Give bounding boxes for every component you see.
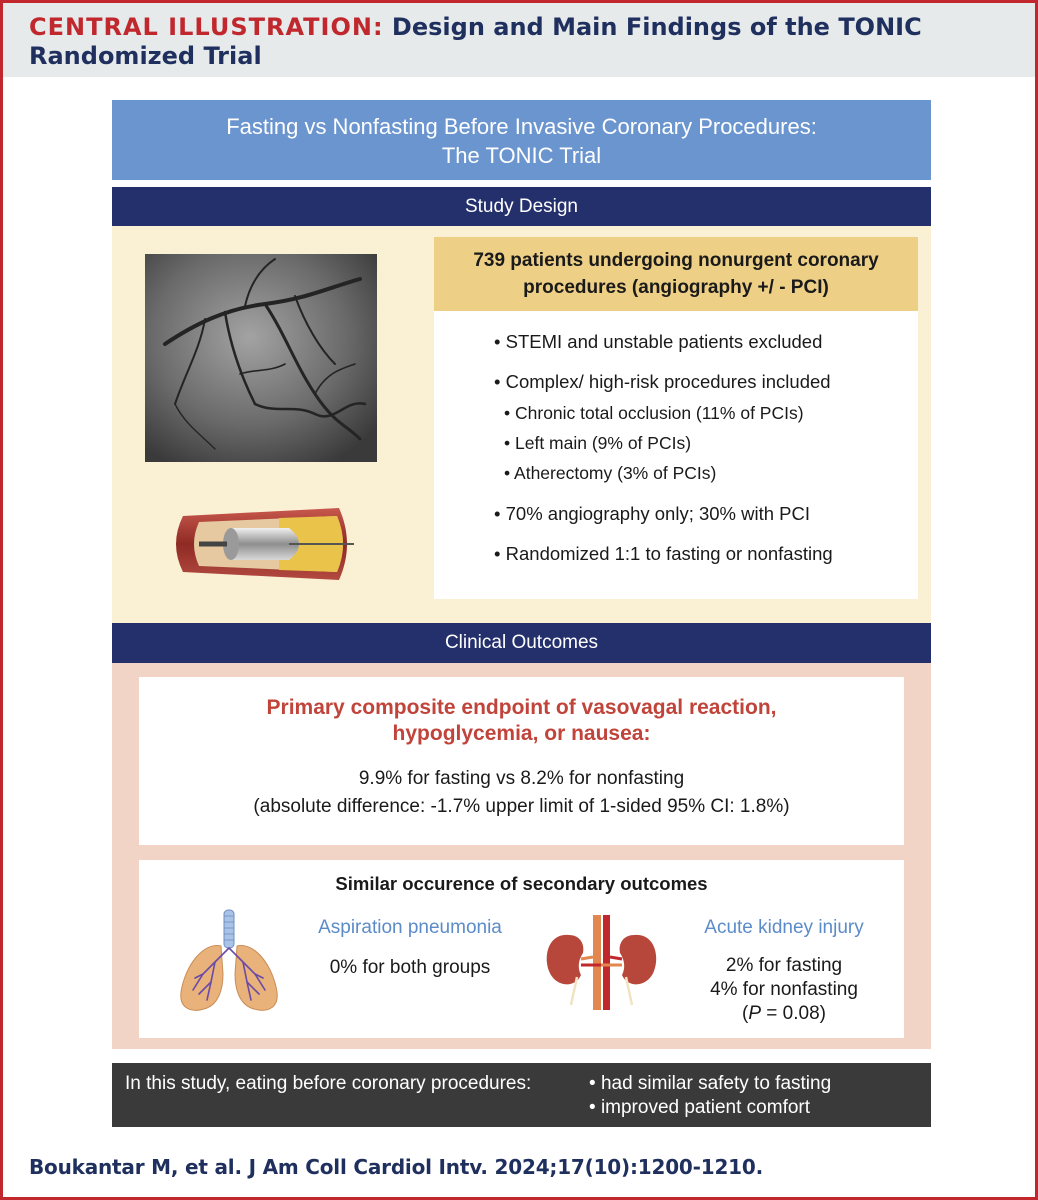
design-sub-bullet: • Atherectomy (3% of PCIs) <box>504 463 717 483</box>
clinical-outcomes-heading: Clinical Outcomes <box>112 623 931 663</box>
design-bullet-text: 70% angiography only; 30% with PCI <box>505 503 811 524</box>
citation: Boukantar M, et al. J Am Coll Cardiol Intv. 2024;17(10):1200-1210. <box>29 1155 763 1179</box>
summary-point: • had similar safety to fasting <box>589 1073 832 1094</box>
figure-label: CENTRAL ILLUSTRATION: <box>29 13 384 41</box>
design-bullet-text: STEMI and unstable patients excluded <box>505 331 823 352</box>
design-bullet: • Complex/ high-risk procedures included <box>494 371 831 392</box>
trial-title-box <box>112 100 931 180</box>
summary-point-text: had similar safety to fasting <box>600 1073 832 1094</box>
summary-lead: In this study, eating before coronary procedures: <box>125 1073 532 1094</box>
primary-endpoint-result <box>139 765 904 821</box>
acute-kidney-injury-values <box>679 954 889 1026</box>
primary-result-line2: (absolute difference: -1.7% upper limit of 1-sided 95% CI: 1.8%) <box>253 796 790 817</box>
design-bullet: • STEMI and unstable patients excluded <box>494 331 823 352</box>
population-box <box>434 237 918 311</box>
population-line2: procedures (angiography +/ - PCI) <box>523 277 829 298</box>
population-line1: 739 patients undergoing nonurgent coronary <box>473 250 879 271</box>
primary-result-line1: 9.9% for fasting vs 8.2% for nonfasting <box>358 768 685 789</box>
figure-title-line2: Randomized Trial <box>29 42 262 70</box>
summary-point: • improved patient comfort <box>589 1097 811 1118</box>
design-sub-bullet: • Left main (9% of PCIs) <box>504 433 692 453</box>
primary-heading-line2: hypoglycemia, or nausea: <box>392 722 651 745</box>
secondary-outcomes-box <box>139 860 904 1038</box>
design-bullet-text: Randomized 1:1 to fasting or nonfasting <box>505 543 833 564</box>
aspiration-pneumonia-value: 0% for both groups <box>329 957 491 978</box>
design-bullet: • Randomized 1:1 to fasting or nonfasting <box>494 543 833 564</box>
lungs-icon <box>173 908 285 1020</box>
trial-title-line1: Fasting vs Nonfasting Before Invasive Coronary Procedures: <box>226 114 817 139</box>
study-design-panel <box>112 226 931 624</box>
aki-p-symbol: P <box>748 1003 762 1024</box>
aki-nonfasting-value: 4% for nonfasting <box>710 979 858 1000</box>
trial-title-line2: The TONIC Trial <box>441 143 602 168</box>
design-sub-bullet-text: Left main (9% of PCIs) <box>515 433 692 453</box>
clinical-outcomes-panel <box>112 663 931 1049</box>
secondary-outcomes-heading: Similar occurence of secondary outcomes <box>335 873 708 894</box>
angiogram-vessels-icon <box>145 254 377 462</box>
summary-bar <box>112 1063 931 1127</box>
angiogram-image <box>145 254 377 462</box>
acute-kidney-injury-label: Acute kidney injury <box>704 917 864 938</box>
summary-point-text: improved patient comfort <box>600 1097 811 1118</box>
aki-p-number: = 0.08) <box>761 1003 826 1024</box>
design-bullet: • 70% angiography only; 30% with PCI <box>494 503 811 524</box>
design-sub-bullet-text: Chronic total occlusion (11% of PCIs) <box>515 403 804 423</box>
aki-p-value: (P = 0.08) <box>742 1003 826 1024</box>
kidneys-icon <box>539 915 664 1010</box>
figure-title <box>29 13 1009 71</box>
study-design-heading: Study Design <box>112 187 931 227</box>
design-sub-bullet: • Chronic total occlusion (11% of PCIs) <box>504 403 804 423</box>
aspiration-pneumonia-label: Aspiration pneumonia <box>318 917 502 938</box>
primary-endpoint-box <box>139 677 904 845</box>
design-bullet-text: Complex/ high-risk procedures included <box>505 371 831 392</box>
design-sub-bullet-text: Atherectomy (3% of PCIs) <box>514 463 717 483</box>
aki-fasting-value: 2% for fasting <box>725 955 843 976</box>
figure-title-line1: Design and Main Findings of the TONIC <box>391 13 922 41</box>
primary-heading-line1: Primary composite endpoint of vasovagal reaction, <box>266 696 777 719</box>
atherectomy-catheter-icon <box>169 504 359 584</box>
header-band <box>3 3 1035 77</box>
design-bullets-box <box>434 311 918 599</box>
primary-endpoint-heading <box>139 695 904 747</box>
